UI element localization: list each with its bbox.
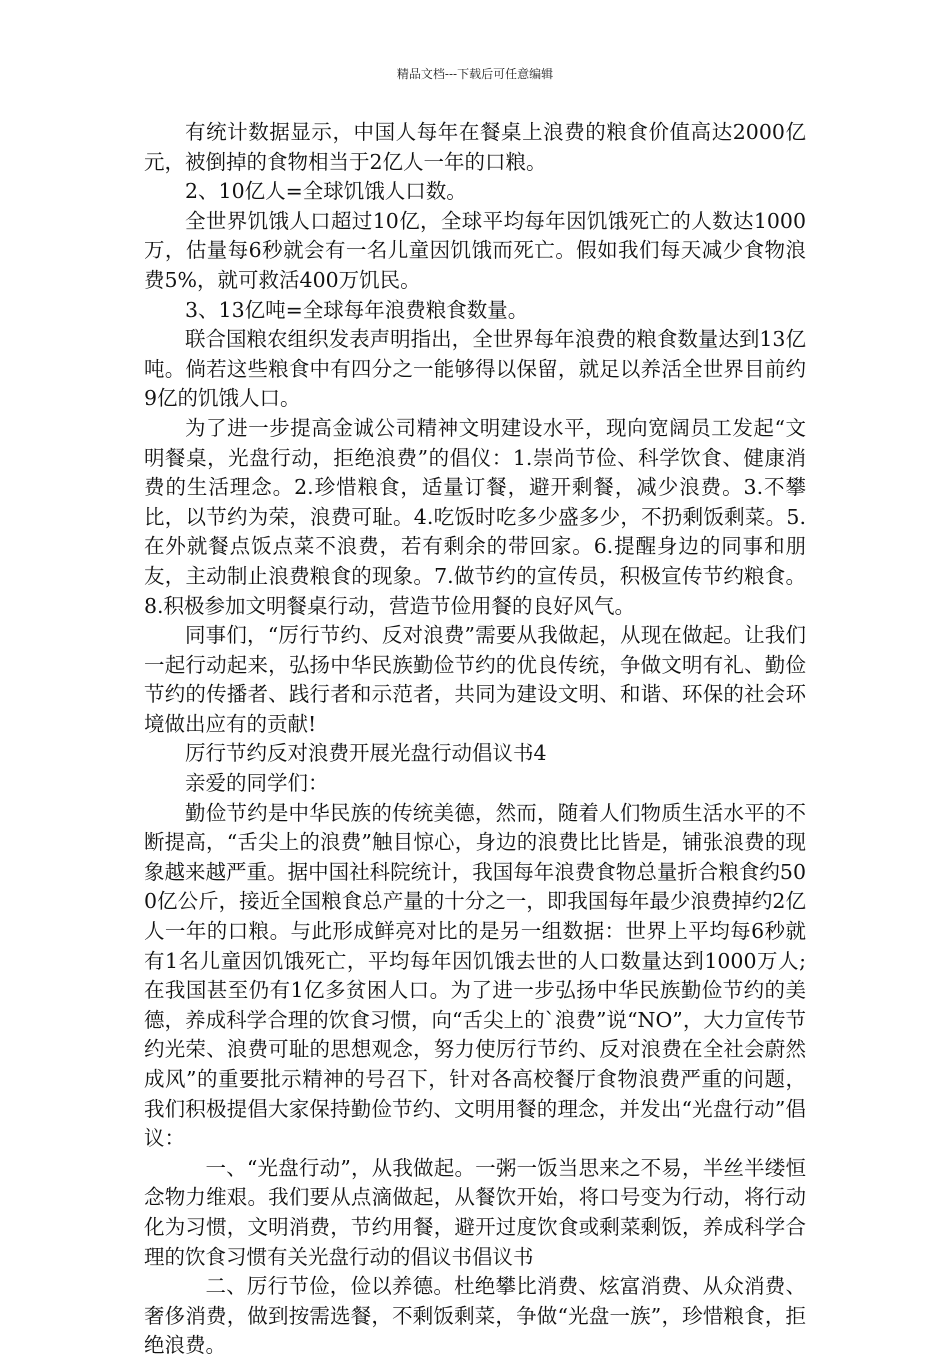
paragraph-food-waste-statistic: 有统计数据显示，中国人每年在餐桌上浪费的粮食价值高达2000亿元，被倒掉的食物相当于2亿人一年的口粮。 [144,120,806,174]
document-body [144,118,806,1361]
page-header: 精品文档---下载后可任意编辑 [396,67,554,81]
paragraph-heading-hungry-population: 2、10亿人=全球饥饿人口数。 [185,179,467,204]
paragraph-hunger-deaths: 全世界饥饿人口超过10亿，全球平均每年因饥饿死亡的人数达1000万，估量每6秒就会有一名儿童因饥饿而死亡。假如我们每天减少食物浪费5%，就可救活400万饥民。 [144,208,806,292]
paragraph-colleagues-call: 同事们，“厉行节约、反对浪费”需要从我做起，从现在做起。让我们一起行动起来，弘扬中华民族勤俭节约的优良传统，争做文明有礼、勤俭节约的传播者、践行者和示范者，共同为建设文明、和谐、环保的社会环境做出应有的贡献! [144,623,806,736]
paragraph-student-proposal: 勤俭节约是中华民族的传统美德，然而，随着人们物质生活水平的不断提高，“舌尖上的浪费”触目惊心，身边的浪费比比皆是，铺张浪费的现象越来越严重。据中国社科院统计，我国每年浪费食物总量折合粮食约500亿公斤，接近全国粮食总产量的十分之一，即我国每年最少浪费掉约2亿人一年的口粮。与此形成鲜亮对比的是另一组数据：世界上平均每6秒就有1名儿童因饥饿死亡，平均每年因饥饿去世的人口数量达到1000万人;在我国甚至仍有1亿多贫困人口。为了进一步弘扬中华民族勤俭节约的美德，养成科学合理的饮食习惯，向“舌尖上的`浪费”说“NO”，大力宣传节约光荣、浪费可耻的思想观念，努力使厉行节约、反对浪费在全社会蔚然成风”的重要批示精神的号召下，针对各高校餐厅食物浪费严重的问题，我们积极提倡大家保持勤俭节约、文明用餐的理念，并发出“光盘行动”倡议： [144,800,806,1151]
paragraph-heading-global-waste: 3、13亿吨=全球每年浪费粮食数量。 [185,297,529,322]
paragraph-company-proposal: 为了进一步提高金诚公司精神文明建设水平，现向宽阔员工发起“文明餐桌，光盘行动，拒绝浪费”的倡仪：1.崇尚节俭、科学饮食、健康消费的生活理念。2.珍惜粮食，适量订餐，避开剩餐，减少浪费。3.不攀比，以节约为荣，浪费可耻。4.吃饭时吃多少盛多少，不扔剩饭剩菜。5.在外就餐点饭点菜不浪费，若有剩余的带回家。6.提醒身边的同事和朋友，主动制止浪费粮食的现象。7.做节约的宣传员，积极宣传节约粮食。8.积极参加文明餐桌行动，营造节俭用餐的良好风气。 [144,415,806,618]
paragraph-point-two: 二、厉行节俭，俭以养德。杜绝攀比消费、炫富消费、从众消费、奢侈消费，做到按需选餐，不剩饭剩菜，争做“光盘一族”，珍惜粮食，拒绝浪费。 [144,1274,806,1358]
section-title: 厉行节约反对浪费开展光盘行动倡议书4 [185,741,547,766]
paragraph-fao-statement: 联合国粮农组织发表声明指出，全世界每年浪费的粮食数量达到13亿吨。倘若这些粮食中有四分之一能够得以保留，就足以养活全世界目前约9亿的饥饿人口。 [144,327,806,411]
paragraph-point-one: 一、“光盘行动”，从我做起。一粥一饭当思来之不易，半丝半缕恒念物力维艰。我们要从点滴做起，从餐饮开始，将口号变为行动，将行动化为习惯，文明消费，节约用餐，避开过度饮食或剩菜剩饭，养成科学合理的饮食习惯有关光盘行动的倡议书倡议书 [144,1155,806,1269]
salutation: 亲爱的同学们： [185,771,329,796]
